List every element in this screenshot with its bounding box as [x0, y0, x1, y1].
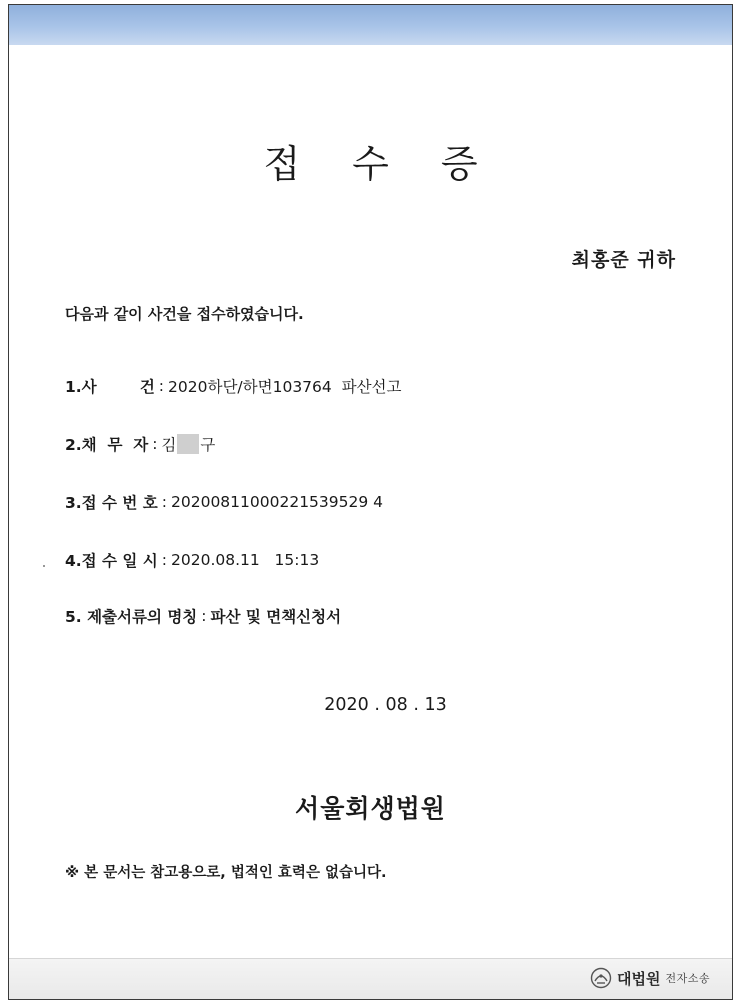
- field-separator: :: [161, 493, 167, 511]
- footer-logo: [590, 967, 710, 989]
- court-name: 서울회생법원: [295, 794, 446, 823]
- field-value-prefix: 김: [161, 436, 177, 454]
- field-debtor: [65, 433, 215, 455]
- field-value-suffix: 구: [200, 436, 216, 454]
- intro-text: 다음과 같이 사건을 접수하였습니다.: [65, 305, 304, 323]
- field-value: 2020.08.11 15:13: [171, 551, 320, 569]
- disclaimer-notice: ※ 본 문서는 참고용으로, 법적인 효력은 없습니다.: [65, 865, 387, 881]
- footer-band: [9, 958, 732, 999]
- document-title: 접수증: [263, 142, 530, 186]
- field-receipt-number: [65, 491, 383, 513]
- field-receipt-datetime: [65, 549, 319, 571]
- field-separator: :: [152, 435, 158, 453]
- scan-speck: [43, 565, 45, 567]
- issue-date: 2020 . 08 . 13: [324, 695, 447, 715]
- field-case: [65, 375, 402, 397]
- field-label: 1.사 건: [65, 378, 155, 396]
- receipt-document: [8, 4, 733, 1000]
- field-separator: :: [201, 607, 207, 625]
- field-label: 5. 제출서류의 명칭: [65, 608, 198, 626]
- field-label: 2.채 무 자: [65, 436, 149, 454]
- footer-subbrand: 전자소송: [665, 972, 710, 985]
- field-label: 4.접 수 일 시: [65, 552, 158, 570]
- court-emblem-icon: [590, 967, 612, 989]
- footer-brand: 대법원: [617, 969, 661, 988]
- recipient: 최홍준 귀하: [571, 249, 676, 271]
- field-value: 20200811000221539529 4: [171, 493, 384, 511]
- header-band: [9, 5, 732, 45]
- field-separator: :: [161, 551, 167, 569]
- field-separator: :: [158, 377, 165, 395]
- field-document-name: [65, 605, 341, 627]
- field-value: 2020하단/하면103764 파산선고: [168, 378, 402, 396]
- redaction-box: [177, 434, 199, 454]
- field-value: 파산 및 면책신청서: [210, 608, 342, 626]
- field-label: 3.접 수 번 호: [65, 494, 158, 512]
